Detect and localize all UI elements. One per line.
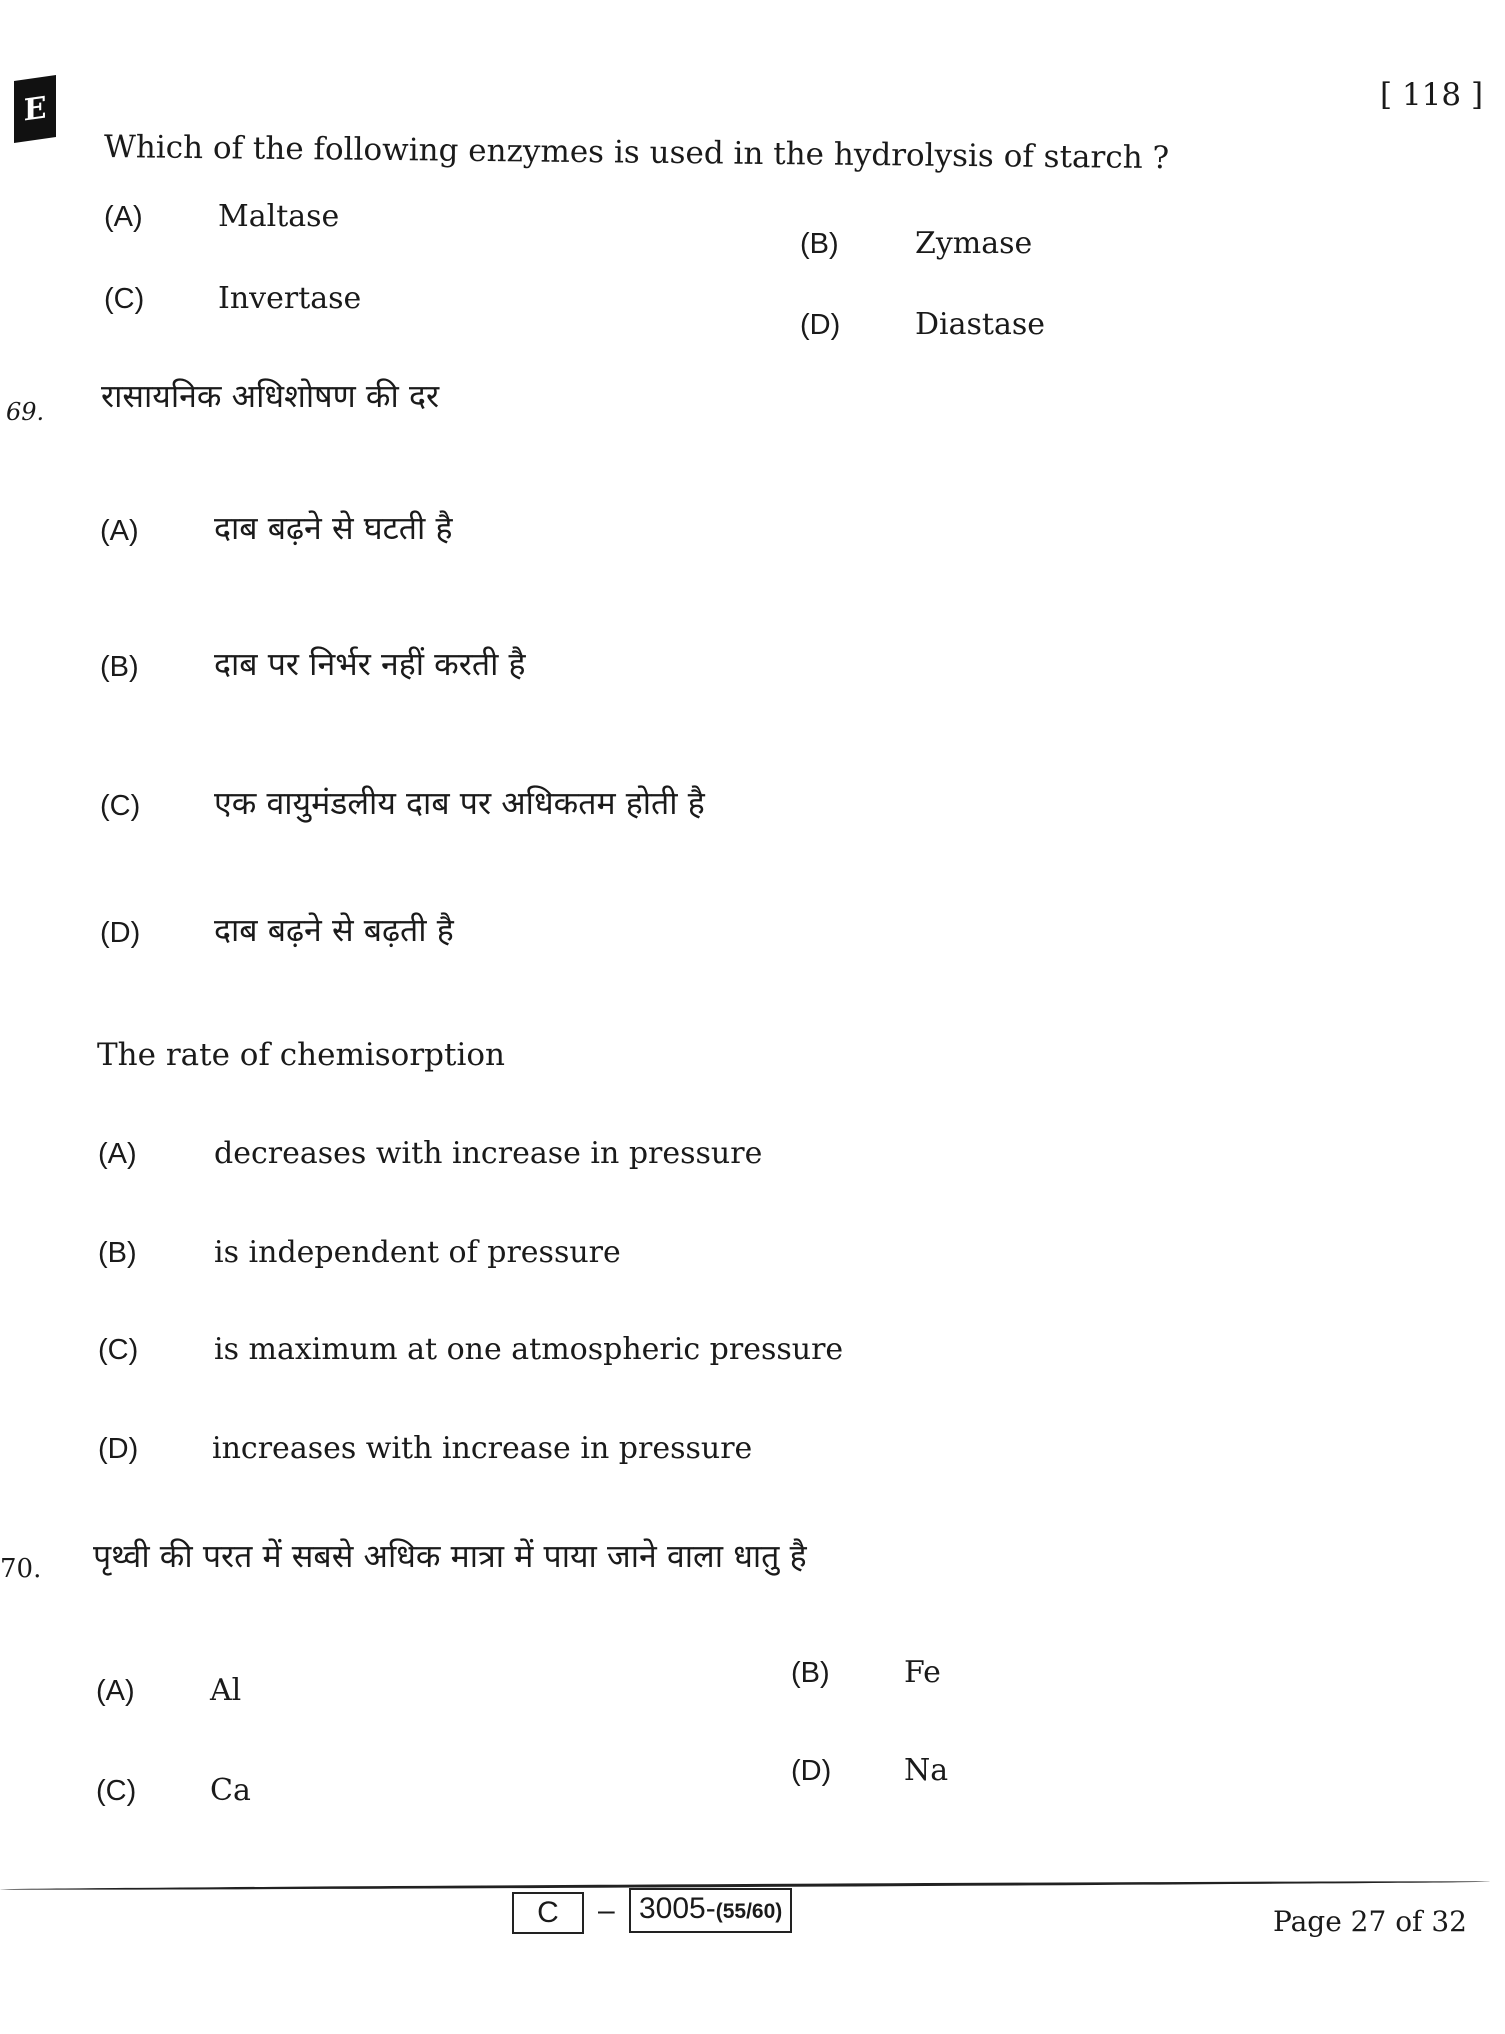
q68-option-c-label: (C): [104, 283, 145, 315]
q68-option-a-label: (A): [104, 201, 143, 233]
q69-option-a-text: decreases with increase in pressure: [214, 1136, 763, 1171]
q69-hi-option-b-text: दाब पर निर्भर नहीं करती है: [214, 645, 526, 683]
q69-hi-option-d-label: (D): [100, 917, 141, 949]
series-box: [512, 1892, 584, 1934]
q69-hi-option-c-label: (C): [100, 790, 141, 822]
page-marker: [ 118 ]: [1380, 77, 1484, 113]
q69-option-a-label: (A): [98, 1138, 137, 1170]
q70-option-d-text: Na: [904, 1753, 949, 1788]
question-70-number: 70.: [0, 1554, 42, 1584]
q69-option-b-text: is independent of pressure: [214, 1235, 621, 1270]
question-69-text: The rate of chemisorption: [97, 1037, 506, 1073]
paper-code: 3005-: [639, 1892, 716, 1925]
paper-code-box: [629, 1888, 792, 1933]
q69-option-b-label: (B): [98, 1237, 137, 1269]
question-69-text-hindi: रासायनिक अधिशोषण की दर: [101, 377, 440, 415]
q70-option-b-label: (B): [791, 1657, 830, 1689]
page-number: Page 27 of 32: [1273, 1905, 1467, 1938]
q70-option-a-text: Al: [210, 1673, 242, 1708]
question-68-text: Which of the following enzymes is used in the hydrolysis of starch ?: [103, 129, 1170, 177]
q70-option-c-label: (C): [96, 1775, 137, 1807]
q70-option-a-label: (A): [96, 1675, 135, 1707]
q69-hi-option-d-text: दाब बढ़ने से बढ़ती है: [214, 911, 454, 949]
q70-option-c-text: Ca: [210, 1773, 251, 1808]
q68-option-b-text: Zymase: [915, 226, 1033, 261]
footer-dash: –: [598, 1894, 615, 1927]
q69-option-c-label: (C): [98, 1334, 139, 1366]
q69-hi-option-a-label: (A): [100, 515, 139, 547]
q69-option-d-label: (D): [98, 1433, 139, 1465]
question-70-text-hindi: पृथ्वी की परत में सबसे अधिक मात्रा में पाया जाने वाला धातु है: [93, 1537, 807, 1575]
q68-option-b-label: (B): [800, 228, 839, 260]
section-badge-letter: E: [23, 89, 47, 129]
paper-code-suffix: (55/60): [715, 1900, 783, 1923]
q69-hi-option-a-text: दाब बढ़ने से घटती है: [214, 509, 453, 547]
q70-option-d-label: (D): [791, 1755, 832, 1787]
q69-option-d-text: increases with increase in pressure: [212, 1431, 753, 1466]
q68-option-d-text: Diastase: [915, 307, 1046, 342]
section-badge: [14, 75, 56, 143]
question-69-number: 69.: [6, 398, 45, 426]
q69-hi-option-b-label: (B): [100, 651, 139, 683]
q69-hi-option-c-text: एक वायुमंडलीय दाब पर अधिकतम होती है: [214, 784, 705, 822]
q70-option-b-text: Fe: [904, 1655, 941, 1690]
series-code: C: [537, 1896, 559, 1929]
q68-option-c-text: Invertase: [218, 281, 362, 316]
q68-option-d-label: (D): [800, 309, 841, 341]
q68-option-a-text: Maltase: [218, 199, 340, 234]
q69-option-c-text: is maximum at one atmospheric pressure: [214, 1332, 844, 1367]
